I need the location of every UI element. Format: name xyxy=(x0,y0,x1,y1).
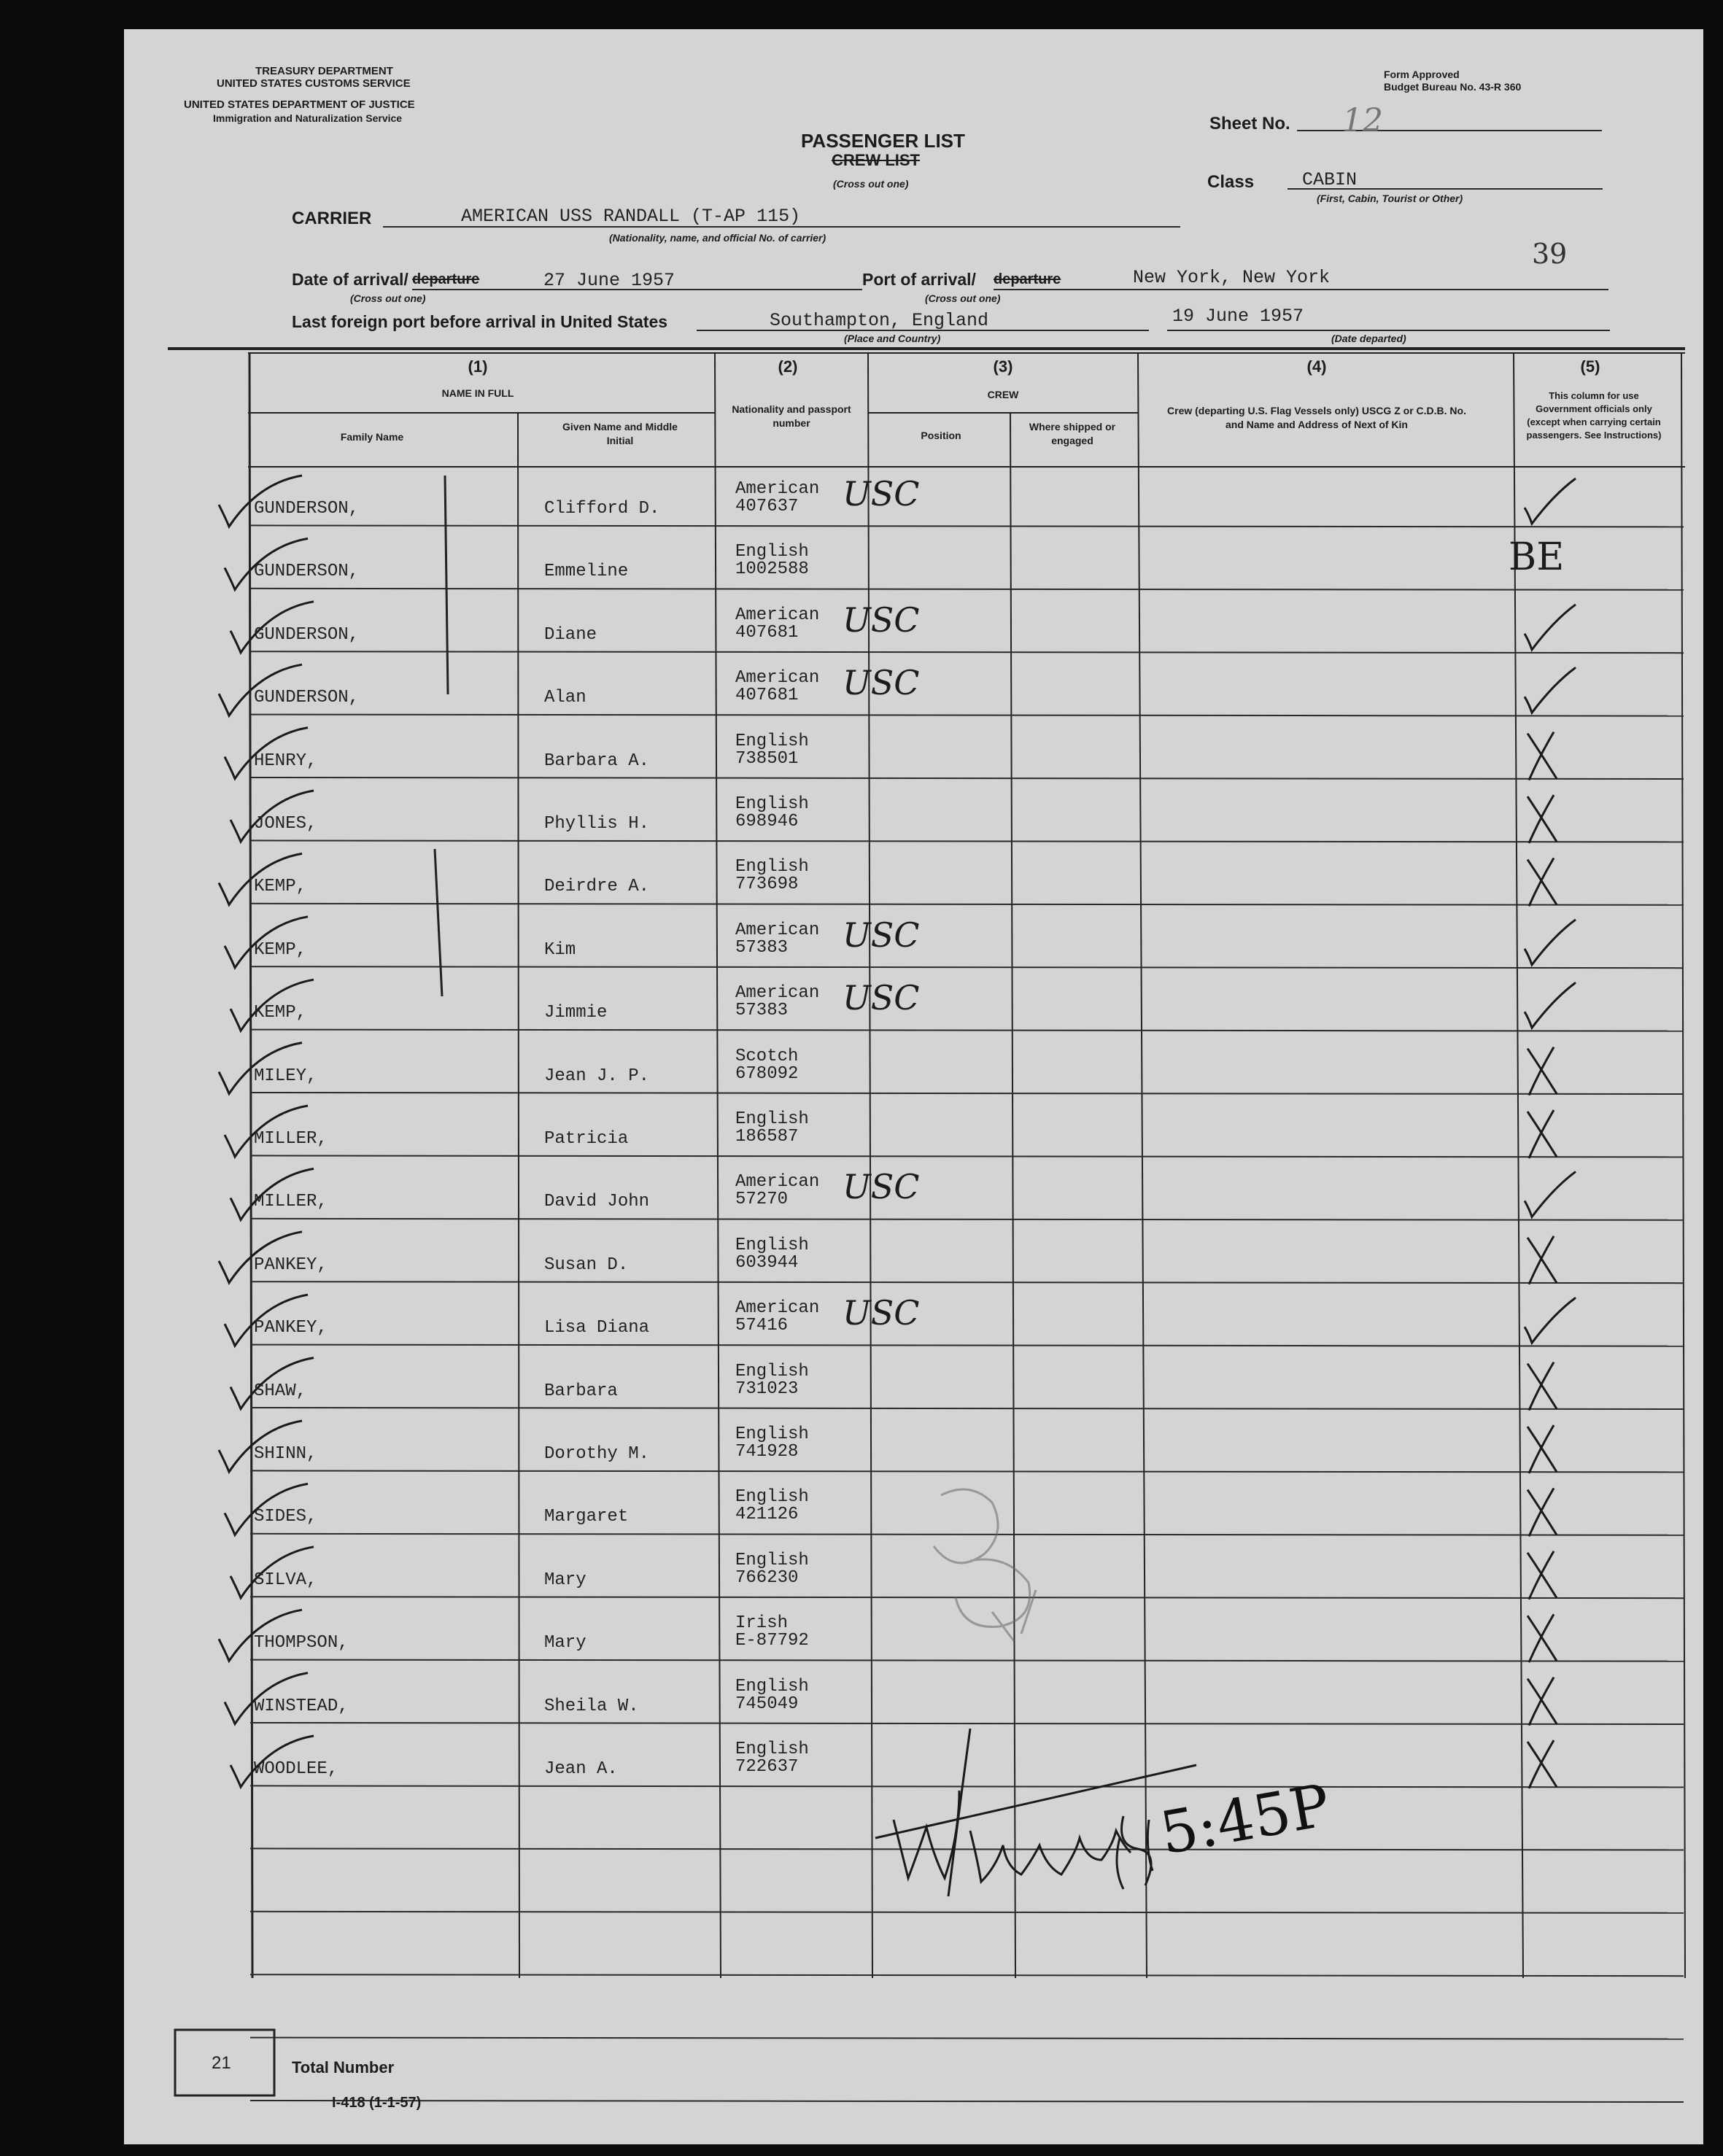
carrier-value: AMERICAN USS RANDALL (T-AP 115) xyxy=(461,206,801,227)
given-name: David John xyxy=(544,1192,650,1212)
given-name: Patricia xyxy=(544,1129,629,1149)
family-name: SIDES, xyxy=(254,1507,317,1527)
row-divider xyxy=(250,1281,1684,1283)
passport-number: 57383 xyxy=(735,937,789,958)
col3a-title: Position xyxy=(921,430,961,441)
x-mark xyxy=(1528,1740,1557,1788)
given-name: Barbara A. xyxy=(544,751,650,771)
x-mark xyxy=(1528,1236,1557,1284)
carrier-label: CARRIER xyxy=(292,209,372,228)
passport-number: 731023 xyxy=(735,1378,799,1399)
given-name: Mary xyxy=(544,1570,586,1590)
given-name: Lisa Diana xyxy=(544,1318,650,1338)
family-name: WINSTEAD, xyxy=(254,1696,349,1716)
total-number-label: Total Number xyxy=(292,2058,395,2076)
given-name: Sheila W. xyxy=(544,1696,639,1716)
x-mark xyxy=(1528,1488,1557,1536)
form-approved: Form Approved xyxy=(1384,69,1460,80)
agency-treasury: TREASURY DEPARTMENT xyxy=(255,65,393,77)
empty-row-divider xyxy=(250,1848,1684,1850)
passport-number: 678092 xyxy=(735,1063,799,1084)
arrival-date-value: 27 June 1957 xyxy=(543,270,675,291)
row-divider xyxy=(250,840,1684,842)
nationality: American xyxy=(735,1298,820,1319)
citizenship-note: USC xyxy=(843,915,920,955)
nationality: English xyxy=(735,1235,809,1255)
x-mark xyxy=(1528,1047,1557,1096)
citizenship-note: USC xyxy=(843,663,920,703)
family-name: KEMP, xyxy=(254,939,307,960)
given-name: Diane xyxy=(544,624,597,645)
form-title: PASSENGER LIST xyxy=(801,130,965,152)
empty-row-divider xyxy=(250,2038,1684,2039)
nationality: English xyxy=(735,1361,809,1381)
passport-number: 766230 xyxy=(735,1567,799,1588)
check-mark xyxy=(1525,982,1576,1028)
row-divider xyxy=(250,1345,1684,1346)
passport-number: E-87792 xyxy=(735,1631,809,1651)
nationality: American xyxy=(735,983,820,1004)
passport-number: 722637 xyxy=(735,1757,799,1777)
col1b-title: Given Name and Middle Initial xyxy=(562,421,678,446)
check-mark xyxy=(1525,605,1576,650)
family-name: GUNDERSON, xyxy=(254,499,360,519)
family-name: SILVA, xyxy=(254,1570,317,1590)
family-name: WOODLEE, xyxy=(254,1759,338,1779)
nationality: English xyxy=(735,542,809,562)
nationality: English xyxy=(735,1676,809,1697)
signature-time: 5:45P xyxy=(1155,1771,1335,1868)
port-label: Port of arrival/ xyxy=(862,270,976,289)
carrier-caption: (Nationality, name, and official No. of carrier) xyxy=(609,232,826,244)
given-name: Mary xyxy=(544,1633,586,1653)
given-name: Deirdre A. xyxy=(544,877,650,897)
passport-number: 57416 xyxy=(735,1316,789,1336)
passport-number: 57383 xyxy=(735,1001,789,1021)
family-name: GUNDERSON, xyxy=(254,688,360,708)
col2-title: Nationality and passport number xyxy=(732,403,851,429)
nationality: English xyxy=(735,794,809,814)
last-port-label: Last foreign port before arrival in United States xyxy=(292,312,668,331)
given-name: Margaret xyxy=(544,1507,629,1527)
class-label: Class xyxy=(1207,172,1255,192)
passport-number: 741928 xyxy=(735,1442,799,1462)
row-divider xyxy=(250,651,1684,653)
passport-number: 57270 xyxy=(735,1190,789,1210)
family-name: MILLER, xyxy=(254,1192,328,1212)
passport-number: 1002588 xyxy=(735,559,809,580)
given-name: Dorothy M. xyxy=(544,1444,650,1464)
check-mark xyxy=(1525,667,1576,713)
family-name: MILLER, xyxy=(254,1129,328,1149)
passport-number: 407637 xyxy=(735,497,799,516)
x-mark xyxy=(1528,1362,1557,1411)
given-name: Kim xyxy=(544,939,576,960)
given-name: Phyllis H. xyxy=(544,814,650,834)
arrival-date-label: Date of arrival/ xyxy=(292,270,409,289)
check-mark xyxy=(1525,1171,1576,1217)
row-divider xyxy=(250,1534,1684,1535)
given-name: Susan D. xyxy=(544,1255,629,1275)
col4-number: (4) xyxy=(1306,357,1327,376)
citizenship-note: USC xyxy=(843,1167,920,1207)
x-mark xyxy=(1528,732,1557,780)
nationality: English xyxy=(735,1550,809,1570)
nationality: Scotch xyxy=(735,1046,799,1066)
row-divider xyxy=(250,1660,1684,1661)
passport-number: 698946 xyxy=(735,812,799,831)
passport-number: 603944 xyxy=(735,1252,799,1273)
row-divider xyxy=(250,1219,1684,1220)
x-mark xyxy=(1528,1614,1557,1662)
nationality: American xyxy=(735,605,820,625)
col1-title: NAME IN FULL xyxy=(441,387,514,399)
citizenship-note: USC xyxy=(843,600,920,640)
x-mark xyxy=(1528,1551,1557,1599)
row-divider xyxy=(250,904,1684,905)
sheet-no-label: Sheet No. xyxy=(1209,114,1290,133)
given-name: Jimmie xyxy=(544,1003,608,1023)
nationality: English xyxy=(735,857,809,877)
nationality: English xyxy=(735,1487,809,1508)
empty-row-divider xyxy=(250,1974,1684,1976)
row-divider xyxy=(250,525,1684,527)
given-name: Barbara xyxy=(544,1381,618,1401)
check-mark xyxy=(1525,920,1576,965)
row-divider xyxy=(250,1470,1684,1472)
page-number: 39 xyxy=(1532,238,1568,270)
last-port-caption: (Place and Country) xyxy=(844,333,941,344)
col3b-title: Where shipped or engaged xyxy=(1029,421,1116,446)
family-name: HENRY, xyxy=(254,751,317,771)
x-mark xyxy=(1528,1678,1557,1726)
col5-number: (5) xyxy=(1580,357,1600,376)
date-departed-caption: (Date departed) xyxy=(1331,333,1406,344)
passport-number: 773698 xyxy=(735,875,799,895)
official-mark: BE xyxy=(1509,535,1565,580)
col2-number: (2) xyxy=(778,357,798,376)
passport-number: 186587 xyxy=(735,1127,799,1147)
form-title-crossed: CREW LIST xyxy=(832,151,920,169)
col4-title: Crew (departing U.S. Flag Vessels only) USCG Z or C.D.B. No. and Name and Address of Next of Kin xyxy=(1167,405,1466,430)
given-name: Emmeline xyxy=(544,562,629,582)
given-name: Jean A. xyxy=(544,1759,618,1779)
passport-number: 421126 xyxy=(735,1505,799,1525)
passport-number: 745049 xyxy=(735,1694,799,1714)
citizenship-note: USC xyxy=(843,1293,920,1333)
citizenship-note: USC xyxy=(843,474,920,513)
x-mark xyxy=(1528,1425,1557,1473)
row-divider xyxy=(250,1723,1684,1724)
signature xyxy=(875,1729,1196,1896)
passport-number: 738501 xyxy=(735,748,799,769)
nationality: English xyxy=(735,1740,809,1759)
col5-title: This column for use Government officials only (except when carrying certain passengers. See Instructions) xyxy=(1526,390,1662,441)
citizenship-note: USC xyxy=(843,978,920,1018)
row-divider xyxy=(250,1155,1684,1157)
passport-number: 407681 xyxy=(735,622,799,643)
agency-ins: Immigration and Naturalization Service xyxy=(213,112,403,124)
empty-row-divider xyxy=(250,2101,1684,2102)
family-name: GUNDERSON, xyxy=(254,624,360,645)
row-divider xyxy=(250,1785,1684,1787)
family-name: KEMP, xyxy=(254,877,307,897)
check-mark xyxy=(1525,478,1576,524)
nationality: English xyxy=(735,1424,809,1444)
family-name: KEMP, xyxy=(254,1003,307,1023)
given-name: Alan xyxy=(544,688,586,708)
row-divider xyxy=(250,1030,1684,1031)
family-name: SHINN, xyxy=(254,1444,317,1464)
cross-out-note: (Cross out one) xyxy=(833,178,909,190)
passport-number: 407681 xyxy=(735,686,799,706)
row-divider xyxy=(250,1597,1684,1598)
row-divider xyxy=(250,589,1684,590)
empty-row-divider xyxy=(250,1912,1684,1913)
given-name: Jean J. P. xyxy=(544,1066,650,1086)
class-value: CABIN xyxy=(1302,169,1358,190)
x-mark xyxy=(1528,858,1557,906)
port-value: New York, New York xyxy=(1133,267,1331,288)
family-name: GUNDERSON, xyxy=(254,562,360,582)
nationality: American xyxy=(735,479,820,499)
nationality: English xyxy=(735,1109,809,1129)
port-crossed: departure xyxy=(994,271,1061,287)
nationality: American xyxy=(735,668,820,689)
col3-title: CREW xyxy=(987,389,1019,400)
budget-bureau-no: Budget Bureau No. 43-R 360 xyxy=(1384,81,1522,93)
row-divider xyxy=(250,966,1684,968)
row-divider xyxy=(250,778,1684,779)
x-mark xyxy=(1528,795,1557,843)
given-name: Clifford D. xyxy=(544,499,660,519)
family-name: JONES, xyxy=(254,814,317,834)
nationality: American xyxy=(735,1172,820,1193)
family-name: THOMPSON, xyxy=(254,1633,349,1653)
port-caption: (Cross out one) xyxy=(925,292,1001,304)
form-number: I-418 (1-1-57) xyxy=(332,2095,422,2111)
last-port-value: Southampton, England xyxy=(770,310,989,331)
arrival-date-caption: (Cross out one) xyxy=(350,292,426,304)
col1-number: (1) xyxy=(468,357,488,376)
arrival-date-crossed: departure xyxy=(412,271,480,287)
family-name: SHAW, xyxy=(254,1381,307,1401)
agency-customs: UNITED STATES CUSTOMS SERVICE xyxy=(217,77,411,90)
col3-number: (3) xyxy=(993,357,1013,376)
x-mark xyxy=(1528,1110,1557,1158)
total-number-value: 21 xyxy=(212,2053,231,2073)
sheet-no-value: 12 xyxy=(1342,102,1383,139)
family-name: PANKEY, xyxy=(254,1255,328,1275)
class-caption: (First, Cabin, Tourist or Other) xyxy=(1317,193,1463,204)
row-divider xyxy=(250,1408,1684,1409)
row-divider xyxy=(250,715,1684,716)
date-departed-value: 19 June 1957 xyxy=(1172,306,1304,327)
family-name: PANKEY, xyxy=(254,1318,328,1338)
nationality: Irish xyxy=(735,1613,789,1634)
nationality: English xyxy=(735,731,809,751)
check-mark xyxy=(1525,1298,1576,1343)
nationality: American xyxy=(735,920,820,940)
row-divider xyxy=(250,1093,1684,1094)
agency-justice: UNITED STATES DEPARTMENT OF JUSTICE xyxy=(184,98,415,111)
family-name: MILEY, xyxy=(254,1066,317,1086)
col1a-title: Family Name xyxy=(340,431,404,443)
